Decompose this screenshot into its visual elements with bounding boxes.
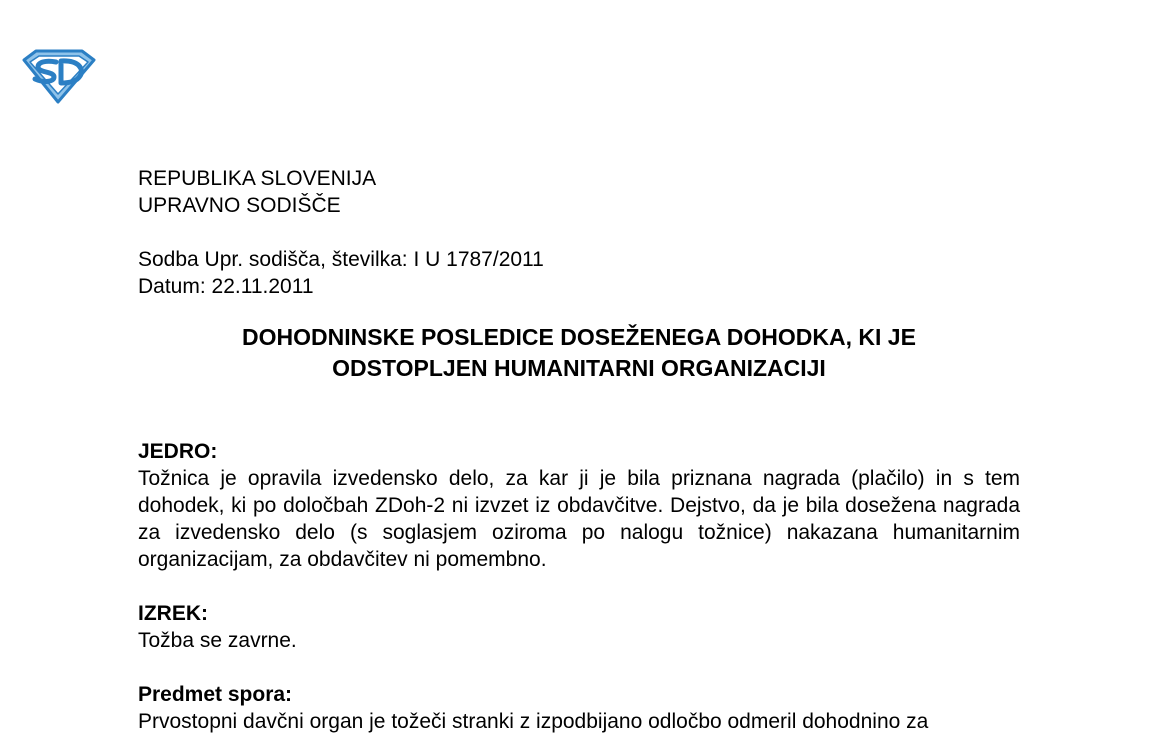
title-line-1: DOHODNINSKE POSLEDICE DOSEŽENEGA DOHODKA, KI JE xyxy=(242,324,916,350)
izrek-text: Tožba se zavrne. xyxy=(138,629,297,652)
country-name: REPUBLIKA SLOVENIJA xyxy=(138,167,377,190)
document-body xyxy=(138,165,1020,735)
spacer xyxy=(138,384,1020,438)
spacer xyxy=(138,219,1020,246)
izrek-heading: IZREK: xyxy=(138,602,208,625)
court-name: UPRAVNO SODIŠČE xyxy=(138,194,341,217)
predmet-heading: Predmet spora: xyxy=(138,683,293,706)
court-logo xyxy=(22,48,96,104)
case-number: Sodba Upr. sodišča, številka: I U 1787/2011 xyxy=(138,248,544,271)
title-line-2: ODSTOPLJEN HUMANITARNI ORGANIZACIJI xyxy=(332,355,826,381)
spacer xyxy=(138,654,1020,681)
jedro-heading: JEDRO: xyxy=(138,440,218,463)
judgment-date: Datum: 22.11.2011 xyxy=(138,275,314,298)
jedro-text: Tožnica je opravila izvedensko delo, za kar ji je bila priznana nagrada (plačilo) in s tem dohodek, ki po določbah ZDoh-2 ni izvzet iz obdavčitve. Dejstvo, da je bila dosežena nagrada za izvedensko delo (s soglasjem oziroma po nalogu tožnice) nakazana humanitarnim organizacijam, za obdavčitev ni pomembno. xyxy=(138,467,1020,571)
spacer xyxy=(138,573,1020,600)
document-title xyxy=(138,322,1020,384)
predmet-text: Prvostopni davčni organ je tožeči stranki z izpodbijano odločbo odmeril dohodnino za xyxy=(138,710,929,733)
